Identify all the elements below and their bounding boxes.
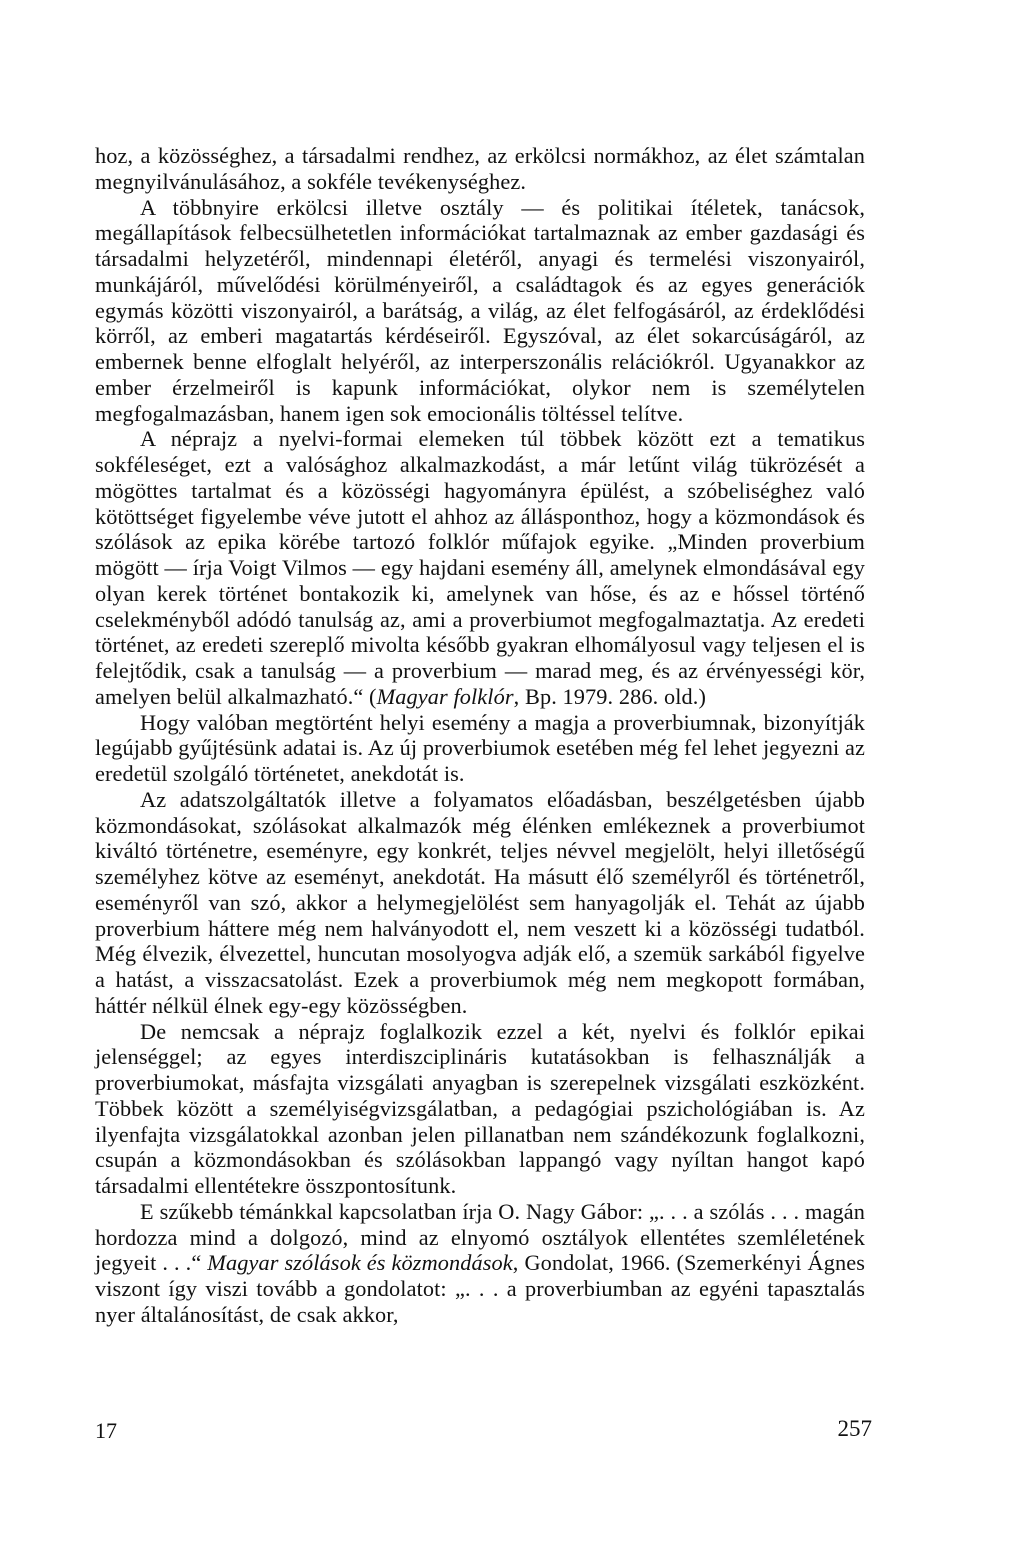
signature-mark: 17 <box>95 1418 117 1443</box>
paragraph-3-text: A néprajz a nyelvi-formai elemeken túl többek között ezt a tematikus sokféleséget, ezt a valósághoz alkalmazkodást, a már letűnt világ tükrözését a mögöttes tartalmat és a közösségi hagyományra épülést, a szóbeliséghez való kötöttséget figyelembe véve jutott el ahhoz az állásponthoz, hogy a közmondások és szólások az epika körébe tartozó folklór műfajok egyike. „Minden proverbium mögött — írja Voigt Vilmos — egy hajdani esemény áll, amelynek elmondásával egy olyan kerek történet bontakozik ki, amelynek van hőse, és az e hőssel történő cselekményből adódó tanulság az, ami a proverbiumot megfogalmaztatja. Az eredeti történet, az eredeti szereplő mivolta később gyakran elhomályosul vagy teljesen el is felejtődik, csak a tanulság — a proverbium — marad meg, és az érvényességi kör, amelyen belül alkalmazható.“ ( <box>95 426 865 709</box>
citation-tail-1: , Bp. 1979. 286. old.) <box>513 683 706 709</box>
paragraph-7-text: E szűkebb témánkkal kapcsolatban írja O. Nagy Gábor: „. . . a szólás . . . magán hordozza mind a dolgozó, mind az elnyomó osztályok ellentétes szemléletének jegyeit . . .“ <box>95 1198 865 1276</box>
paragraph-3 <box>95 426 865 709</box>
paragraph-2: A többnyire erkölcsi illetve osztály — és politikai ítéletek, tanácsok, megállapítások felbecsülhetetlen információkat tartalmaznak az ember gazdasági és társadalmi helyzetéről, mindennapi életéről, anyagi és termelési viszonyairól, munkájáról, művelődési körülményeiről, a családtagok és az egyes generációk egymás közötti viszonyairól, a barátság, a világ, az élet felfogásáról, az érdeklődési körről, az emberi magatartás kérdéseiről. Egyszóval, az élet sokarcúságáról, az embernek benne elfoglalt helyéről, az interperszonális relációkról. Ugyanakkor az ember érzelmeiről is kapunk információkat, olykor nem is személytelen megfogalmazásban, hanem igen sok emocionális töltéssel telítve. <box>95 194 865 426</box>
paragraph-5: Az adatszolgáltatók illetve a folyamatos előadásban, beszélgetésben újabb közmondásokat, szólásokat alkalmazók még élénken emlékeznek a proverbiumot kiváltó történetre, eseményre, egy konkrét, teljes névvel megjelölt, helyi illetőségű személyhez kötve az eseményt, anekdotát. Ha másutt élő személyről és történetről, eseményről van szó, akkor a helymegjelölést sem hanyagolják el. Tehát az újabb proverbium háttere még nem halványodott el, nem veszett ki a közösségi tudatból. Még élvezik, élvezettel, huncutan mosolyogva adják elő, a szemük sarkából figyelve a hatást, a visszacsatolást. Ezek a proverbiumok még nem megkopott formában, háttér nélkül élnek egy-egy közösségben. <box>95 786 865 1018</box>
paragraph-1: hoz, a közösséghez, a társadalmi rendhez, az erkölcsi normákhoz, az élet számtalan megnyilvánulásához, a sokféle tevékenységhez. <box>95 143 865 194</box>
paragraph-7 <box>95 1199 865 1328</box>
citation-title-2: Magyar szólások és közmondások <box>207 1250 513 1276</box>
paragraph-7-tail: , Gondolat, 1966. (Szemerkényi Ágnes viszont így viszi tovább a gondolatot: „. . . a proverbiumban az egyéni tapasztalás nyer általánosítást, de csak akkor, <box>95 1250 865 1327</box>
page-number: 257 <box>837 1416 872 1441</box>
paragraph-4: Hogy valóban megtörtént helyi esemény a magja a proverbiumnak, bizonyítják legújabb gyűjtésünk adatai is. Az új proverbiumok esetében még fel lehet jegyezni az eredetül szolgáló történetet, anekdotát is. <box>95 709 865 786</box>
body-text <box>95 143 865 1328</box>
paragraph-6: De nemcsak a néprajz foglalkozik ezzel a két, nyelvi és folklór epikai jelenséggel; az egyes interdiszciplináris kutatásokban is felhasználják a proverbiumokat, másfajta vizsgálati anyagban is szerepelnek vizsgálati eszközként. Többek között a személyiségvizsgálatban, a pedagógiai pszichológiában is. Az ilyenfajta vizsgálatokkal azonban jelen pillanatban nem szándékozunk foglalkozni, csupán a közmondásokban és szólásokban lappangó vagy nyíltan hangot kapó társadalmi ellentétekre összpontosítunk. <box>95 1018 865 1198</box>
citation-title-1: Magyar folklór <box>376 683 514 709</box>
